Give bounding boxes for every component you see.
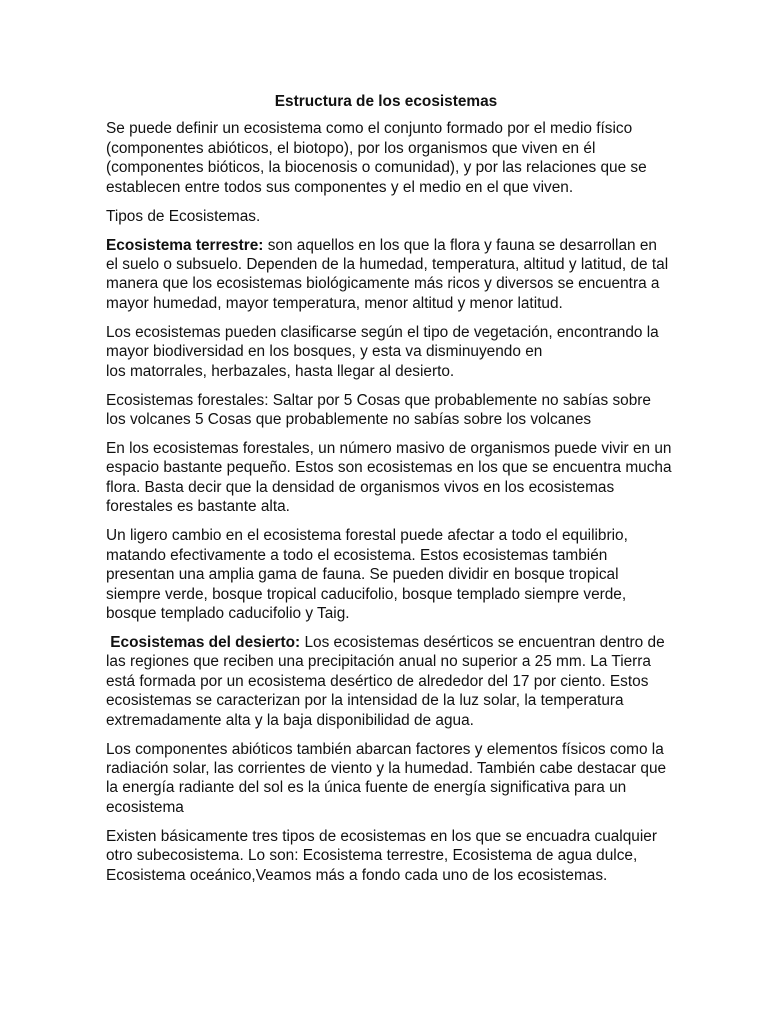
paragraph-line: está formada por un ecosistema desértico de alrededor del 17 por ciento. Estos — [106, 672, 649, 690]
paragraph-definition — [106, 119, 666, 197]
paragraph-forest-balance — [106, 526, 666, 623]
paragraph-line: Ecosistemas forestales: Saltar por 5 Cosas que probablemente no sabías sobre — [106, 391, 651, 409]
bold-lead-text: Ecosistemas del desierto: — [106, 633, 301, 651]
bold-lead-text: Ecosistema terrestre: — [106, 236, 264, 254]
paragraph-forest-density — [106, 439, 672, 517]
paragraph-line: (componentes abióticos, el biotopo), por los organismos que viven en él — [106, 139, 596, 157]
paragraph-line: Los componentes abióticos también abarcan factores y elementos físicos como la — [106, 740, 664, 758]
paragraph-line: bosque templado caducifolio y Taig. — [106, 604, 350, 622]
paragraph-abiotic — [106, 740, 666, 818]
paragraph-line: ecosistema — [106, 798, 184, 816]
paragraph-forest-heading — [106, 391, 666, 430]
paragraph-line: Existen básicamente tres tipos de ecosistemas en los que se encuadra cualquier — [106, 827, 657, 845]
paragraph-line: espacio bastante pequeño. Estos son ecosistemas en los que se encuentra mucha — [106, 459, 672, 477]
paragraph-line: flora. Basta decir que la densidad de organismos vivos en los ecosistemas — [106, 478, 615, 496]
paragraph-line — [106, 633, 666, 652]
paragraph-types-heading — [106, 207, 666, 226]
document-page — [106, 92, 672, 895]
paragraph-line — [106, 236, 666, 255]
paragraph-line: Ecosistema oceánico,Veamos más a fondo cada uno de los ecosistemas. — [106, 866, 608, 884]
paragraph-line: Los ecosistemas pueden clasificarse según el tipo de vegetación, encontrando la — [106, 323, 659, 341]
paragraph-line: forestales es bastante alta. — [106, 498, 290, 516]
paragraph-text: son aquellos en los que la flora y fauna se desarrollan en — [263, 236, 657, 254]
paragraph-vegetation — [106, 323, 666, 381]
paragraph-line: extremadamente alta y la baja disponibilidad de agua. — [106, 711, 474, 729]
paragraph-line: otro subecosistema. Lo son: Ecosistema terrestre, Ecosistema de agua dulce, — [106, 847, 638, 865]
paragraph-line: los matorrales, herbazales, hasta llegar al desierto. — [106, 362, 455, 380]
paragraph-line: mayor humedad, mayor temperatura, menor altitud y menor latitud. — [106, 294, 563, 312]
document-title: Estructura de los ecosistemas — [274, 93, 498, 110]
paragraph-line: Tipos de Ecosistemas. — [106, 207, 261, 225]
paragraph-line: los volcanes 5 Cosas que probablemente no sabías sobre los volcanes — [106, 411, 592, 429]
paragraph-line: radiación solar, las corrientes de viento y la humedad. También cabe destacar que — [106, 759, 667, 777]
paragraph-line: presentan una amplia gama de fauna. Se pueden dividir en bosque tropical — [106, 566, 619, 584]
paragraph-line: la energía radiante del sol es la única fuente de energía significativa para un — [106, 779, 627, 797]
paragraph-desert — [106, 633, 666, 730]
paragraph-line: las regiones que reciben una precipitación anual no superior a 25 mm. La Tierra — [106, 653, 651, 671]
paragraph-types-summary — [106, 827, 666, 885]
paragraph-line: manera que los ecosistemas biológicamente más ricos y diversos se encuentra a — [106, 275, 660, 293]
paragraph-line: Un ligero cambio en el ecosistema forestal puede afectar a todo el equilibrio, — [106, 527, 628, 545]
paragraph-line: (componentes bióticos, la biocenosis o comunidad), y por las relaciones que se — [106, 159, 647, 177]
paragraph-line: matando efectivamente a todo el ecosistema. Estos ecosistemas también — [106, 546, 608, 564]
paragraph-line: Se puede definir un ecosistema como el conjunto formado por el medio físico — [106, 120, 633, 138]
paragraph-line: mayor biodiversidad en los bosques, y esta va disminuyendo en — [106, 343, 543, 361]
paragraph-line: establecen entre todos sus componentes y el medio en el que viven. — [106, 178, 574, 196]
paragraph-line: En los ecosistemas forestales, un número masivo de organismos puede vivir en un — [106, 440, 672, 458]
paragraph-terrestrial — [106, 236, 669, 314]
paragraph-line: ecosistemas se caracterizan por la intensidad de la luz solar, la temperatura — [106, 692, 624, 710]
paragraph-text: Los ecosistemas desérticos se encuentran dentro de — [300, 633, 665, 651]
paragraph-line: siempre verde, bosque tropical caducifolio, bosque templado siempre verde, — [106, 585, 627, 603]
paragraph-line: el suelo o subsuelo. Dependen de la humedad, temperatura, altitud y latitud, de tal — [106, 256, 669, 274]
